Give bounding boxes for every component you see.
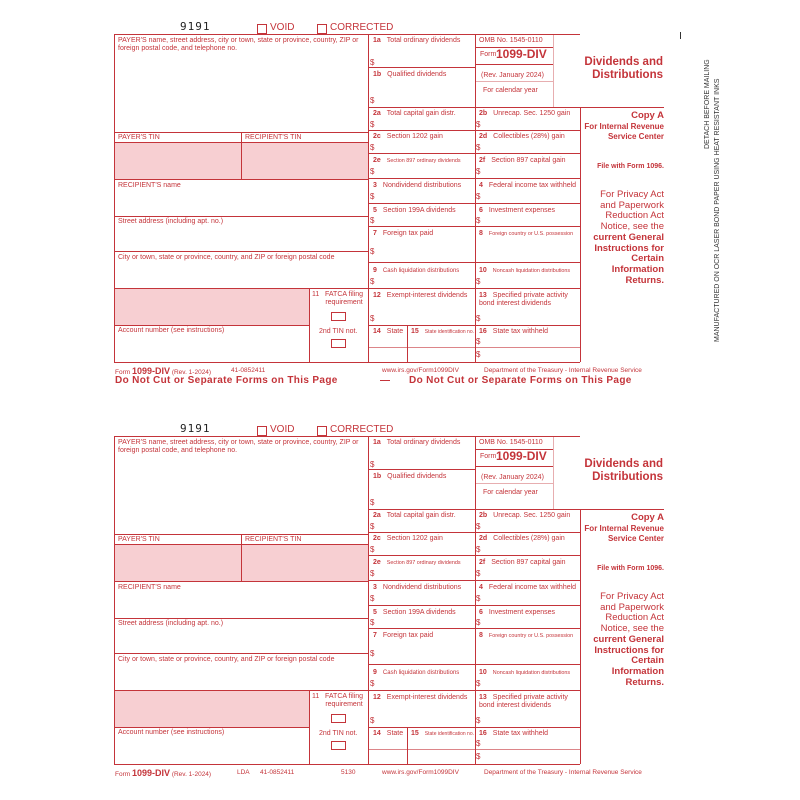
box-12-label: 12 Exempt-interest dividends [373, 694, 468, 701]
form-word: Form [480, 453, 497, 460]
omb-number: OMB No. 1545-0110 [479, 37, 543, 44]
copy-a-label: Copy A [631, 512, 664, 523]
copy-for-label: For Internal Revenue Service Center [584, 122, 664, 141]
second-tin-checkbox[interactable] [331, 339, 346, 348]
void-label: VOID [270, 22, 295, 33]
box-2c-label: 2c Section 1202 gain [373, 535, 443, 542]
box-2a-label: 2a Total capital gain distr. [373, 512, 456, 519]
fatca-label: FATCA filing requirement [325, 693, 363, 708]
box-2f-label: 2f Section 897 capital gain [479, 157, 566, 164]
fatca-num: 11 [312, 693, 320, 700]
recipient-tin-label: RECIPIENT'S TIN [245, 134, 302, 141]
box-15-label: 15 State identification no. [411, 328, 474, 335]
box-1b-label: 1b Qualified dividends [373, 71, 447, 78]
lda-label: LDA [237, 769, 250, 776]
copy-for-label: For Internal Revenue Service Center [584, 524, 664, 543]
dept-label: Department of the Treasury - Internal Revenue Service [484, 769, 642, 776]
fatca-checkbox[interactable] [331, 714, 346, 723]
box-15-label: 15 State identification no. [411, 730, 474, 737]
recipient-name-label: RECIPIENT'S name [118, 584, 181, 591]
corrected-label: CORRECTED [330, 424, 394, 435]
box-7-label: 7 Foreign tax paid [373, 632, 434, 639]
form-title: Dividends and Distributions [584, 56, 663, 81]
box-2c-label: 2c Section 1202 gain [373, 133, 443, 140]
form-name: 1099-DIV [496, 449, 547, 463]
box-2d-label: 2d Collectibles (28%) gain [479, 535, 565, 542]
box-2e-label: 2e Section 897 ordinary dividends [373, 559, 461, 566]
paper-label: MANUFACTURED ON OCR LASER BOND PAPER USING HEAT RESISTANT INKS [714, 78, 721, 342]
dept-label: Department of the Treasury - Internal Revenue Service [484, 367, 642, 374]
box-10-label: 10 Noncash liquidation distributions [479, 267, 571, 274]
box-2f-label: 2f Section 897 capital gain [479, 559, 566, 566]
corrected-checkbox[interactable] [317, 24, 327, 34]
box-4-label: 4 Federal income tax withheld [479, 584, 577, 591]
box-6-label: 6 Investment expenses [479, 609, 556, 616]
box-16-label: 16 State tax withheld [479, 730, 549, 737]
box-2b-label: 2b Unrecap. Sec. 1250 gain [479, 110, 571, 117]
tax-form-page: 9191 VOID CORRECTED PAYER'S name, street address, city or town, state or province, country, ZIP or foreign postal code, and telephone no. PAYER'S TIN RECIPIENT'S TIN RECIPIENT'S name Street address (including apt. no.) City or town, state or province, country, and ZIP or foreign postal code 11 FATCA filing requirement Account number (see instructions) 2nd TIN not. 1a Total ordinary dividends $ 1b Qualified dividends $ OMB No. 1545-0110 Form 1099-DIV (Rev. January 2024) For calendar year Dividends and Distributions 2a Total capital gain distr. $ 2b Unrecap. Sec. 1250 gain $ 2c Section 1202 gain $ 2d Collectibles (28%) gain $ 2e Section 897 ordinary dividends $ 2f Section 897 capital gain $ 3 Nondividend distributions $ 4 Federal income tax withheld $ 5 Section 199A dividends $ 6 Investment expenses $ 7 Foreign tax paid $ 8 Foreign country or U.S. possession 9 Cash liquidation distributions $ 10 Noncash liquidation distributions $ 12 Exempt-interest dividends $ 13 Specified private activity bond interest dividends $ 14 State 15 State identification no. 16 State tax withheld $ $ Copy A For Internal Revenue Service Center File with Form 1096. For Privacy Act and Paperwork Reduction Act Notice, see the current General Instructions for Certain Information Returns. Form 1099-DIV (Rev. 1-2024) 41-0852411 www.irs.gov/Form1099DIV Department of the Treasury - Internal Revenue Service Do Not Cut or Separate Forms on This Page — Do Not Cut or Separate Forms on This Page 9191 VOID CORRECTED PAYER'S name, street address, city or town, state or province, country, ZIP or foreign postal code, and telephone no. PAYER'S TIN RECIPIENT'S TIN RECIPIENT'S name Street address (including apt. no.) City or town, state or province, country, and ZIP or foreign postal code 11 FATCA filing requirement Account number (see instructions) 2nd TIN not. 1a Total ordinary dividends $ 1b Qualified dividends $ OMB No. 1545-0110 Form 1099-DIV (Rev. January 2024) For calendar year Dividends and Distributions 2a Total capital gain distr. $ 2b Unrecap. Sec. 1250 gain $ 2c Section 1202 gain $ 2d Collectibles (28%) gain $ 2e Section 897 ordinary dividends $ 2f Section 897 capital gain $ 3 Nondividend distributions $ 4 Federal income tax withheld $ 5 Section 199A dividends $ 6 Investment expenses $ 7 Foreign tax paid $ 8 Foreign country or U.S. possession 9 Cash liquidation distributions $ 10 Noncash liquidation distributions $ 12 Exempt-interest dividends $ 13 Specified private activity bond interest dividends $ 14 State 15 State identification no. 16 State tax withheld $ $ Copy A For Internal Revenue Service Center File with Form 1096. For Privacy Act and Paperwork Reduction Act Notice, see the current General Instructions for Certain Information Returns. Form 1099-DIV (Rev. 1-2024) LDA 41-0852411 5130 www.irs.gov/Form1099DIV Department of the Treasury - Internal Revenue Service DETACH BEFORE MAILING MANUFACTURED ON OCR LASER BOND PAPER USING HEAT RESISTANT INKS [0, 0, 800, 800]
corrected-label: CORRECTED [330, 22, 394, 33]
box-1b-label: 1b Qualified dividends [373, 473, 447, 480]
box-2d-label: 2d Collectibles (28%) gain [479, 133, 565, 140]
form-code: 9191 [180, 20, 211, 33]
calendar-year-label: For calendar year [483, 87, 538, 94]
do-not-cut-left: Do Not Cut or Separate Forms on This Page [115, 375, 338, 386]
file-with-label: File with Form 1096. [597, 565, 664, 572]
copy-a-label: Copy A [631, 110, 664, 121]
box-7-label: 7 Foreign tax paid [373, 230, 434, 237]
payer-name-label: PAYER'S name, street address, city or town, state or province, country, ZIP or foreign postal code, and telephone no. [118, 439, 359, 454]
form-rev: (Rev. January 2024) [481, 72, 544, 79]
privacy-notice: For Privacy Act and Paperwork Reduction Act Notice, see the current General Instructions for Certain Information Returns. [593, 189, 664, 286]
recipient-name-label: RECIPIENT'S name [118, 182, 181, 189]
omb-number: OMB No. 1545-0110 [479, 439, 543, 446]
privacy-notice: For Privacy Act and Paperwork Reduction Act Notice, see the current General Instructions for Certain Information Returns. [593, 591, 664, 688]
box-5-label: 5 Section 199A dividends [373, 609, 456, 616]
second-tin-label: 2nd TIN not. [319, 328, 358, 335]
box-10-label: 10 Noncash liquidation distributions [479, 669, 571, 676]
detach-label: DETACH BEFORE MAILING [704, 59, 711, 149]
calendar-year-label: For calendar year [483, 489, 538, 496]
box-4-label: 4 Federal income tax withheld [479, 182, 577, 189]
box-1a-label: 1a Total ordinary dividends [373, 37, 461, 44]
void-checkbox[interactable] [257, 426, 267, 436]
box-5-label: 5 Section 199A dividends [373, 207, 456, 214]
box-13-label: 13 Specified private activity bond interest dividends [479, 292, 568, 307]
account-label: Account number (see instructions) [118, 729, 225, 736]
code-label: 5130 [341, 769, 356, 776]
do-not-cut-right: Do Not Cut or Separate Forms on This Page [409, 375, 632, 386]
fatca-label: FATCA filing requirement [325, 291, 363, 306]
payer-tin-label: PAYER'S TIN [118, 536, 160, 543]
city-label: City or town, state or province, country, and ZIP or foreign postal code [118, 656, 335, 663]
file-with-label: File with Form 1096. [597, 163, 664, 170]
box-14-label: 14 State [373, 730, 404, 737]
void-checkbox[interactable] [257, 24, 267, 34]
city-label: City or town, state or province, country, and ZIP or foreign postal code [118, 254, 335, 261]
box-16-label: 16 State tax withheld [479, 328, 549, 335]
second-tin-label: 2nd TIN not. [319, 730, 358, 737]
box-6-label: 6 Investment expenses [479, 207, 556, 214]
box-9-label: 9 Cash liquidation distributions [373, 669, 460, 676]
corrected-checkbox[interactable] [317, 426, 327, 436]
irs-url: www.irs.gov/Form1099DIV [382, 367, 459, 374]
side-tick [680, 32, 681, 39]
irs-url: www.irs.gov/Form1099DIV [382, 769, 459, 776]
form-rev: (Rev. January 2024) [481, 474, 544, 481]
do-not-cut-dash: — [380, 375, 391, 386]
box-8-label: 8 Foreign country or U.S. possession [479, 632, 574, 639]
form-name: 1099-DIV [496, 47, 547, 61]
box-1a-label: 1a Total ordinary dividends [373, 439, 461, 446]
box-14-label: 14 State [373, 328, 404, 335]
box-2b-label: 2b Unrecap. Sec. 1250 gain [479, 512, 571, 519]
fatca-checkbox[interactable] [331, 312, 346, 321]
box-3-label: 3 Nondividend distributions [373, 584, 462, 591]
box-13-label: 13 Specified private activity bond interest dividends [479, 694, 568, 709]
void-label: VOID [270, 424, 295, 435]
cat-number: 41-0852411 [260, 769, 295, 776]
fatca-num: 11 [312, 291, 320, 298]
cat-number: 41-0852411 [231, 367, 266, 374]
box-9-label: 9 Cash liquidation distributions [373, 267, 460, 274]
recipient-tin-label: RECIPIENT'S TIN [245, 536, 302, 543]
form-code: 9191 [180, 422, 211, 435]
form-title: Dividends and Distributions [584, 458, 663, 483]
payer-tin-label: PAYER'S TIN [118, 134, 160, 141]
street-label: Street address (including apt. no.) [118, 218, 224, 225]
box-8-label: 8 Foreign country or U.S. possession [479, 230, 574, 237]
box-2e-label: 2e Section 897 ordinary dividends [373, 157, 461, 164]
payer-name-label: PAYER'S name, street address, city or town, state or province, country, ZIP or foreign postal code, and telephone no. [118, 37, 359, 52]
form-word: Form [480, 51, 497, 58]
side-text [703, 59, 723, 342]
box-12-label: 12 Exempt-interest dividends [373, 292, 468, 299]
account-label: Account number (see instructions) [118, 327, 225, 334]
box-3-label: 3 Nondividend distributions [373, 182, 462, 189]
box-2a-label: 2a Total capital gain distr. [373, 110, 456, 117]
second-tin-checkbox[interactable] [331, 741, 346, 750]
street-label: Street address (including apt. no.) [118, 620, 224, 627]
